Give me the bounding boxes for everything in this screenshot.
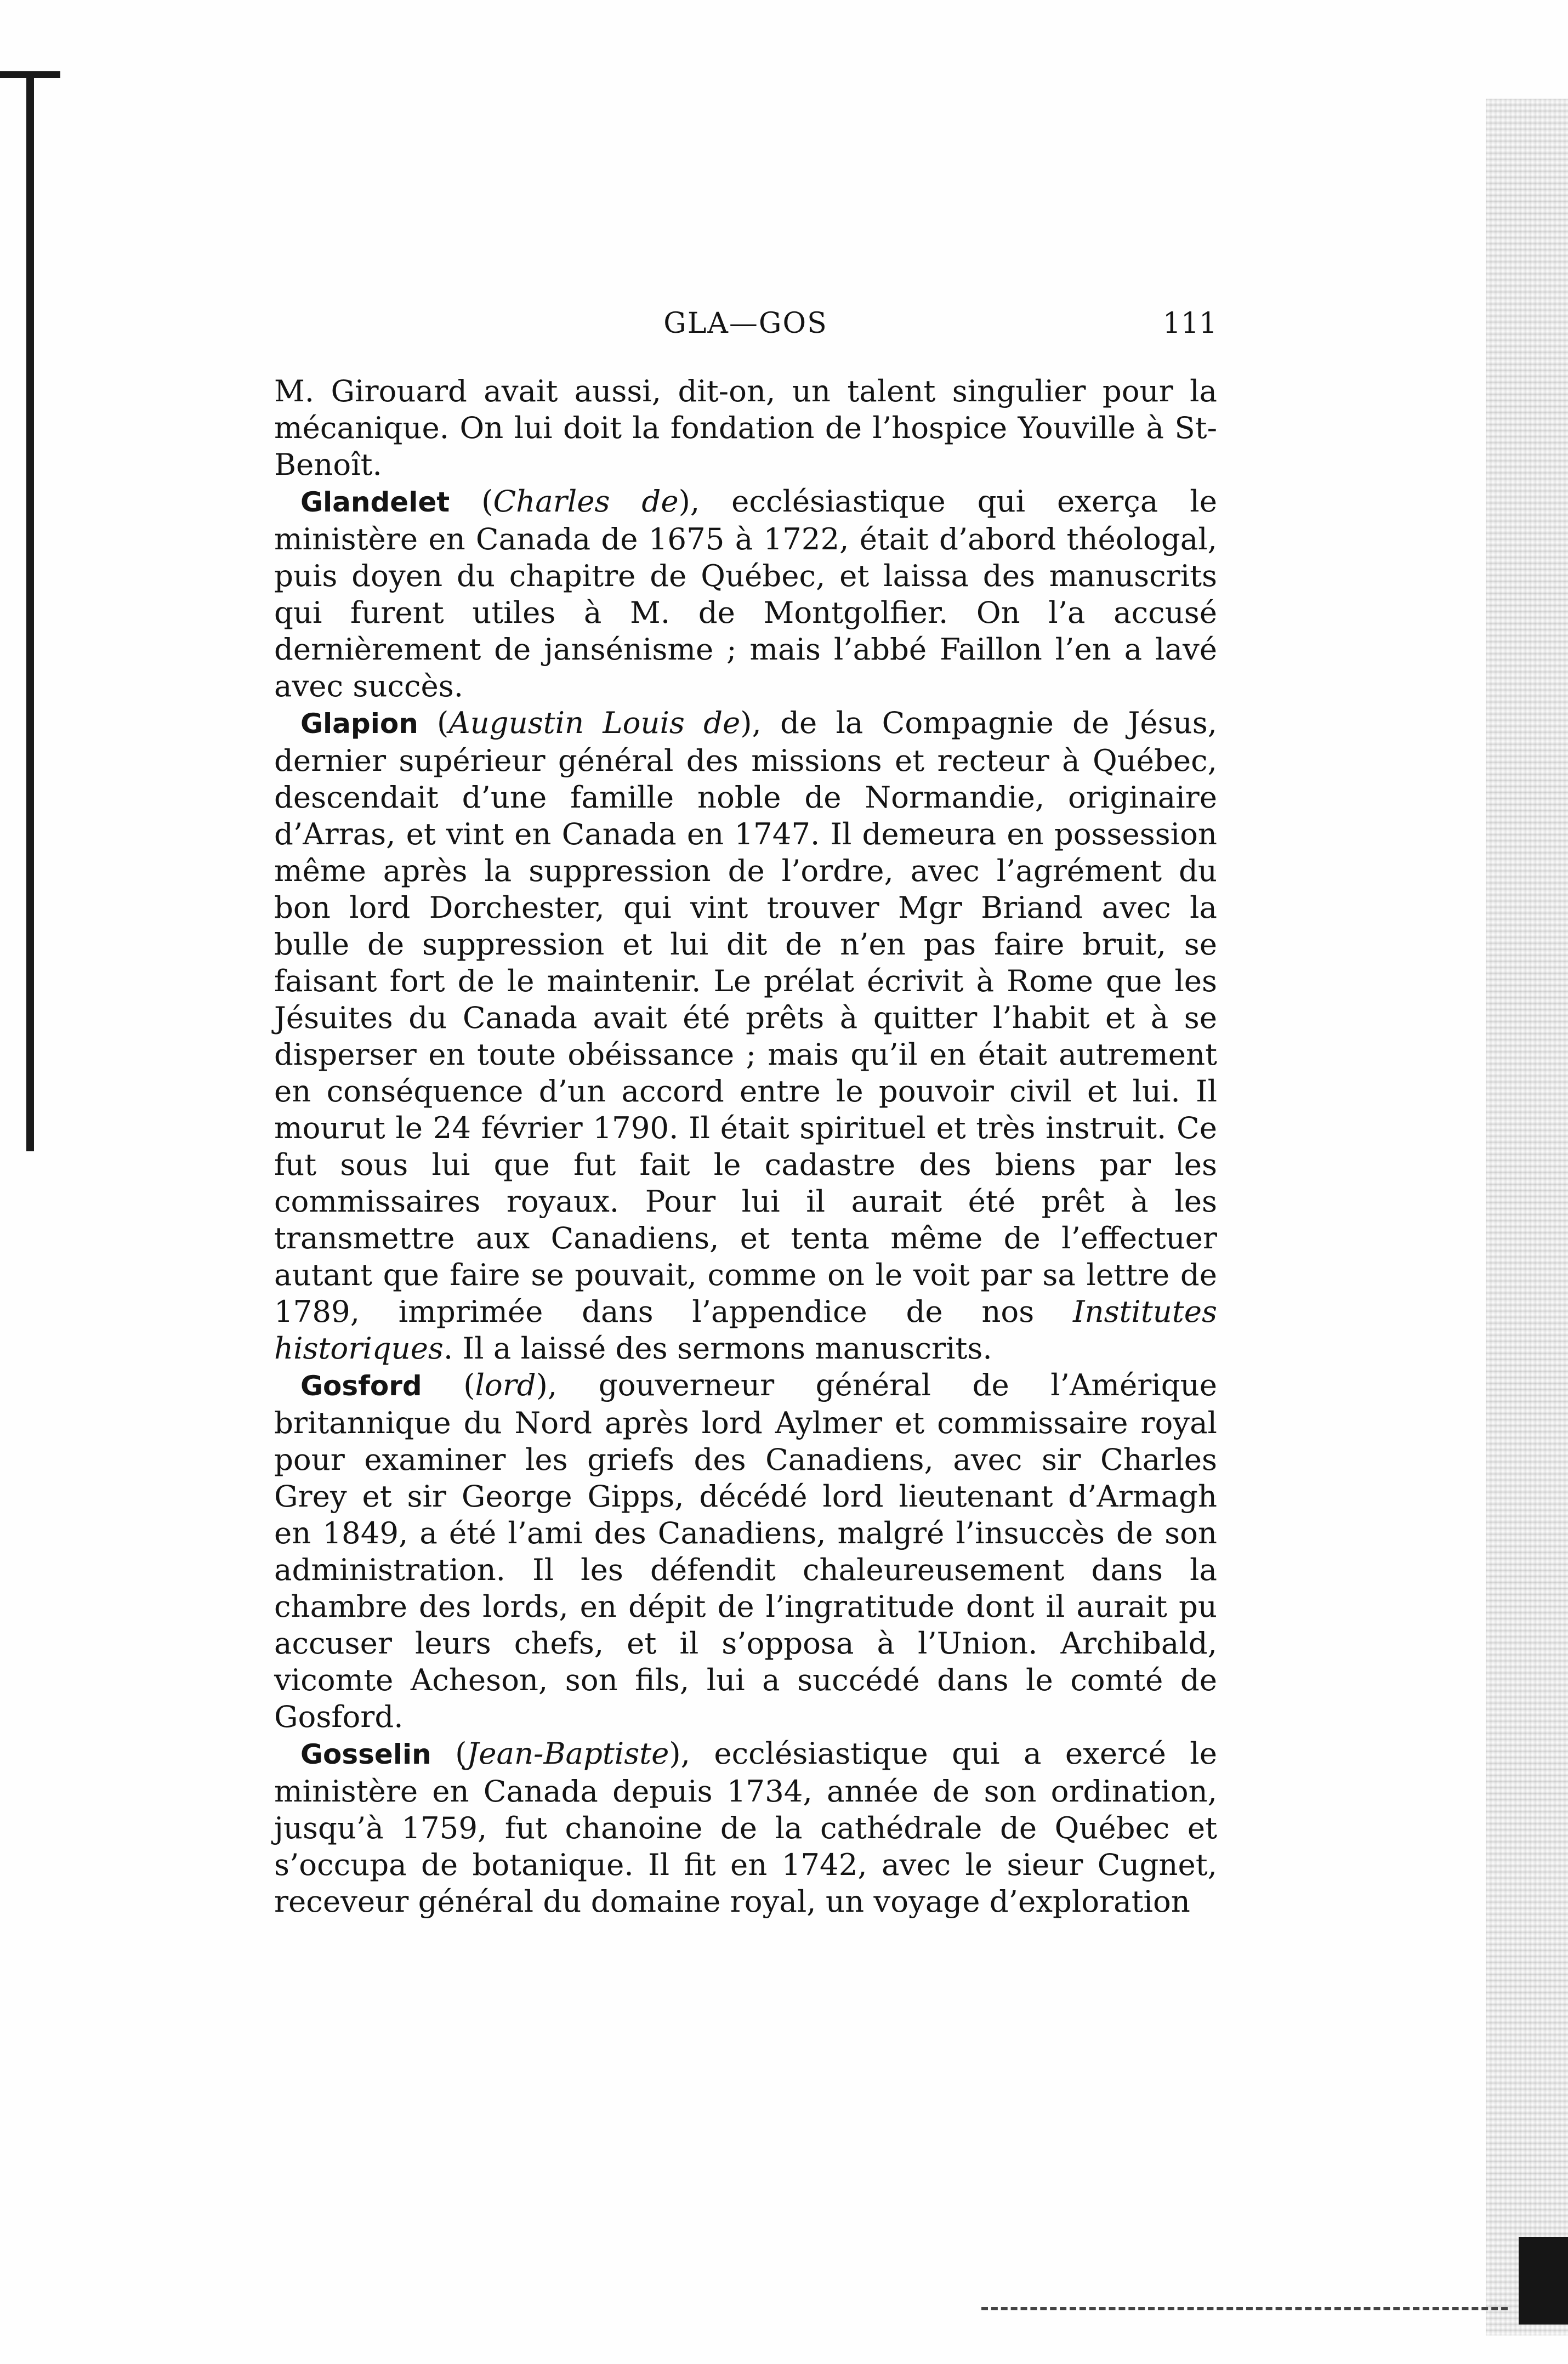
scan-edge-speckle (1486, 99, 1568, 2335)
entry-paren-open: ( (422, 1367, 475, 1402)
running-head: GLA—GOS (663, 307, 828, 340)
entry-paren-close: ), (669, 1736, 714, 1771)
entry-paren-close: ), (740, 705, 781, 740)
entry-paren-open: ( (431, 1736, 467, 1771)
entry-paren-open: ( (418, 705, 449, 740)
entry-name: Glapion (300, 708, 418, 740)
entry-body: ecclésiastique qui a exercé le ministère en Canada depuis 1734, année de son ordination, jusqu’à 1759, fut chanoine de la cathédrale de Québec et s’occupa de botanique. Il fit en 1742, avec le sieur Cugnet, receveur général du domaine royal, un voyage d’exploration (274, 1736, 1217, 1919)
entry-qualifier: lord (475, 1367, 536, 1402)
entry-body: de la Compagnie de Jésus, dernier supérieur général des missions et recteur à Québec, descendait d’une famille noble de Normandie, originaire d’Arras, et vint en Canada en 1747. Il demeura en possession même après la suppression de l’ordre, avec l’agrément du bon lord Dorchester, qui vint trouver Mgr Briand avec la bulle de suppression et lui dit de n’en pas faire bruit, se faisant fort de le maintenir. Le prélat écrivit à Rome que les Jésuites du Canada avait été prêts à quitter l’habit et à se disperser en toute obéissance ; mais qu’il en était autrement en conséquence d’un accord entre le pouvoir civil et lui. Il mourut le 24 février 1790. Il était spirituel et très instruit. Ce fut sous lui que fut fait le cadastre des biens par les commissaires royaux. Pour lui il aurait été prêt à les transmettre aux Canadiens, et tenta même de l’effectuer autant que faire se pouvait, comme on le voit par sa lettre de 1789, imprimée dans l’appendice de nos (274, 705, 1217, 1329)
page-header (274, 307, 1217, 351)
entry-paren-open: ( (450, 484, 493, 519)
entry-italic-reference: Institutes historiques (274, 1294, 1217, 1366)
page-number: 111 (1162, 307, 1217, 340)
entry-qualifier: Jean-Baptiste (467, 1736, 669, 1771)
text-body (274, 373, 1217, 1920)
entry-gosford (274, 1367, 1217, 1735)
intro-text: M. Girouard avait aussi, dit-on, un talent singulier pour la mécanique. On lui doit la fondation de l’hospice Youville à St-Benoît. (274, 373, 1217, 482)
binding-mark (26, 77, 34, 1151)
entry-name: Gosford (300, 1370, 422, 1402)
entry-paren-close: ), (536, 1367, 599, 1402)
entry-qualifier: Augustin Louis de (448, 705, 741, 740)
entry-glandelet (274, 483, 1217, 704)
scan-edge-dark (1519, 2237, 1568, 2325)
entry-qualifier: Charles de (493, 484, 679, 519)
entry-body-end: . Il a laissé des sermons manuscrits. (443, 1331, 992, 1366)
intro-paragraph (274, 373, 1217, 483)
entry-glapion (274, 704, 1217, 1367)
entry-name: Gosselin (300, 1738, 431, 1770)
entry-paren-close: ), (678, 484, 732, 519)
entry-body: ecclésiastique qui exerça le ministère en Canada de 1675 à 1722, était d’abord théologal, puis doyen du chapitre de Québec, et laissa des manuscrits qui furent utiles à M. de Montgolfier. On l’a accusé dernièrement de jansénisme ; mais l’abbé Faillon l’en a lavé avec succès. (274, 484, 1217, 703)
entry-name: Glandelet (300, 486, 450, 518)
entry-body: gouverneur général de l’Amérique britannique du Nord après lord Aylmer et commissaire royal pour examiner les griefs des Canadiens, avec sir Charles Grey et sir George Gipps, décédé lord lieutenant d’Armagh en 1849, a été l’ami des Canadiens, malgré l’insuccès de son administration. Il les défendit chaleureusement dans la chambre des lords, en dépit de l’ingratitude dont il aurait pu accuser leurs chefs, et il s’opposa à l’Union. Archibald, vicomte Acheson, son fils, lui a succédé dans le comté de Gosford. (274, 1367, 1217, 1734)
scan-bottom-dash (981, 2307, 1508, 2310)
entry-gosselin (274, 1735, 1217, 1920)
